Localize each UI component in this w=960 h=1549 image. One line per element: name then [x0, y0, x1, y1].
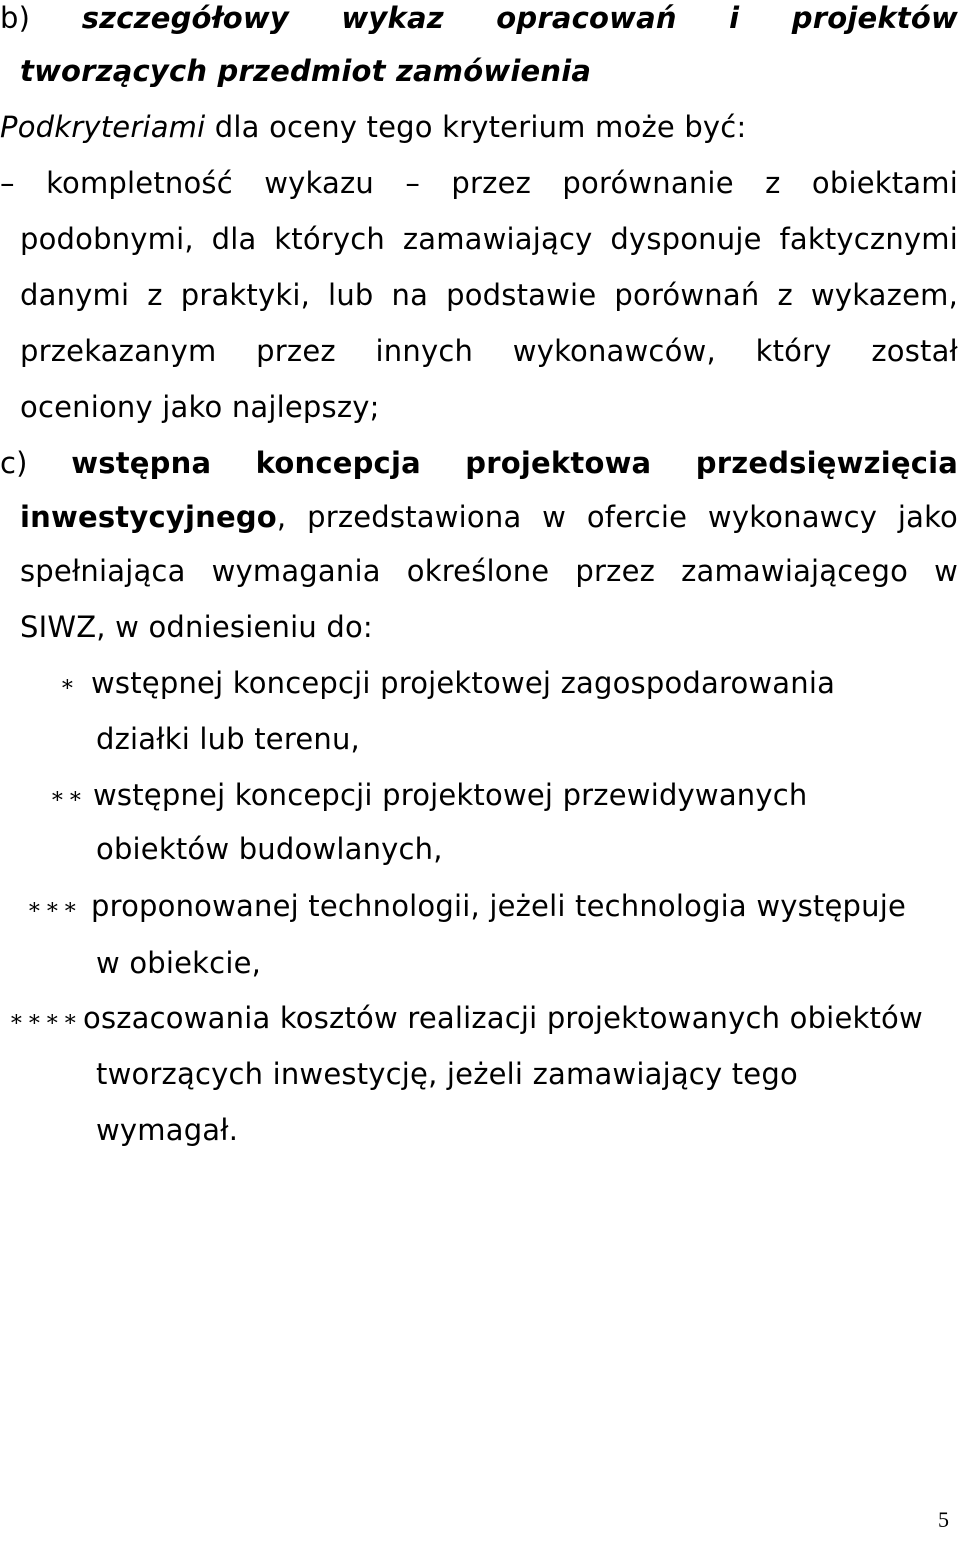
section-b-title-line2: tworzących przedmiot zamówienia [20, 54, 592, 88]
section-c-title-rest: , przedstawiona w ofercie wykonawcy jako [276, 500, 958, 534]
section-b-intro [0, 99, 746, 155]
list-item-4-line1: oszacowania kosztów realizacji projektowanych obiektów [83, 1001, 923, 1035]
section-b-item-line3: danymi z praktyki, lub na podstawie porównań z wykazem, [20, 278, 958, 312]
list-item-4-line2: tworzących inwestycję, jeżeli zamawiający tego [96, 1057, 798, 1091]
section-b-item-line2: podobnymi, dla których zamawiający dysponuje faktycznymi [20, 222, 958, 256]
bullet-asterisk-2: ∗∗ [50, 784, 86, 809]
intro-text: dla oceny tego kryterium może być: [205, 110, 747, 144]
section-c-heading-line2 [20, 489, 958, 545]
bullet-asterisk-3: ∗∗∗ [27, 895, 81, 920]
section-b-item-line5: oceniony jako najlepszy; [20, 390, 380, 424]
list-item-3-line2: w obiekcie, [96, 946, 262, 980]
intro-italic-term: Podkryteriami [0, 110, 206, 144]
list-item-4-line3: wymagał. [96, 1113, 239, 1147]
section-c-heading-line1 [0, 435, 958, 491]
list-item-1-line2: działki lub terenu, [96, 722, 360, 756]
section-c-line3: spełniająca wymagania określone przez zamawiającego w [20, 554, 958, 588]
section-b-item-line1: – kompletność wykazu – przez porównanie z obiektami [0, 166, 958, 200]
list-item-3-line1: proponowanej technologii, jeżeli technologia występuje [91, 889, 907, 923]
section-b-title: szczegółowy wykaz opracowań i projektów [81, 1, 958, 35]
section-c-line4: SIWZ, w odniesieniu do: [20, 610, 373, 644]
list-item-1-line1: wstępnej koncepcji projektowej zagospodarowania [91, 666, 836, 700]
section-c-marker: c) [0, 446, 28, 480]
page-number: 5 [938, 1507, 950, 1532]
list-item-2-line2: obiektów budowlanych, [96, 832, 443, 866]
list-item-2-line1: wstępnej koncepcji projektowej przewidywanych [93, 778, 808, 812]
section-b-marker: b) [0, 1, 31, 35]
section-b-item-line4: przekazanym przez innych wykonawców, który został [20, 334, 958, 368]
section-c-title-bold: inwestycyjnego [20, 500, 277, 534]
section-c-title: wstępna koncepcja projektowa przedsięwzięcia [71, 446, 958, 480]
bullet-asterisk-1: ∗ [60, 672, 78, 697]
bullet-asterisk-4: ∗∗∗∗ [9, 1007, 81, 1032]
section-b-heading-line1 [0, 0, 958, 46]
